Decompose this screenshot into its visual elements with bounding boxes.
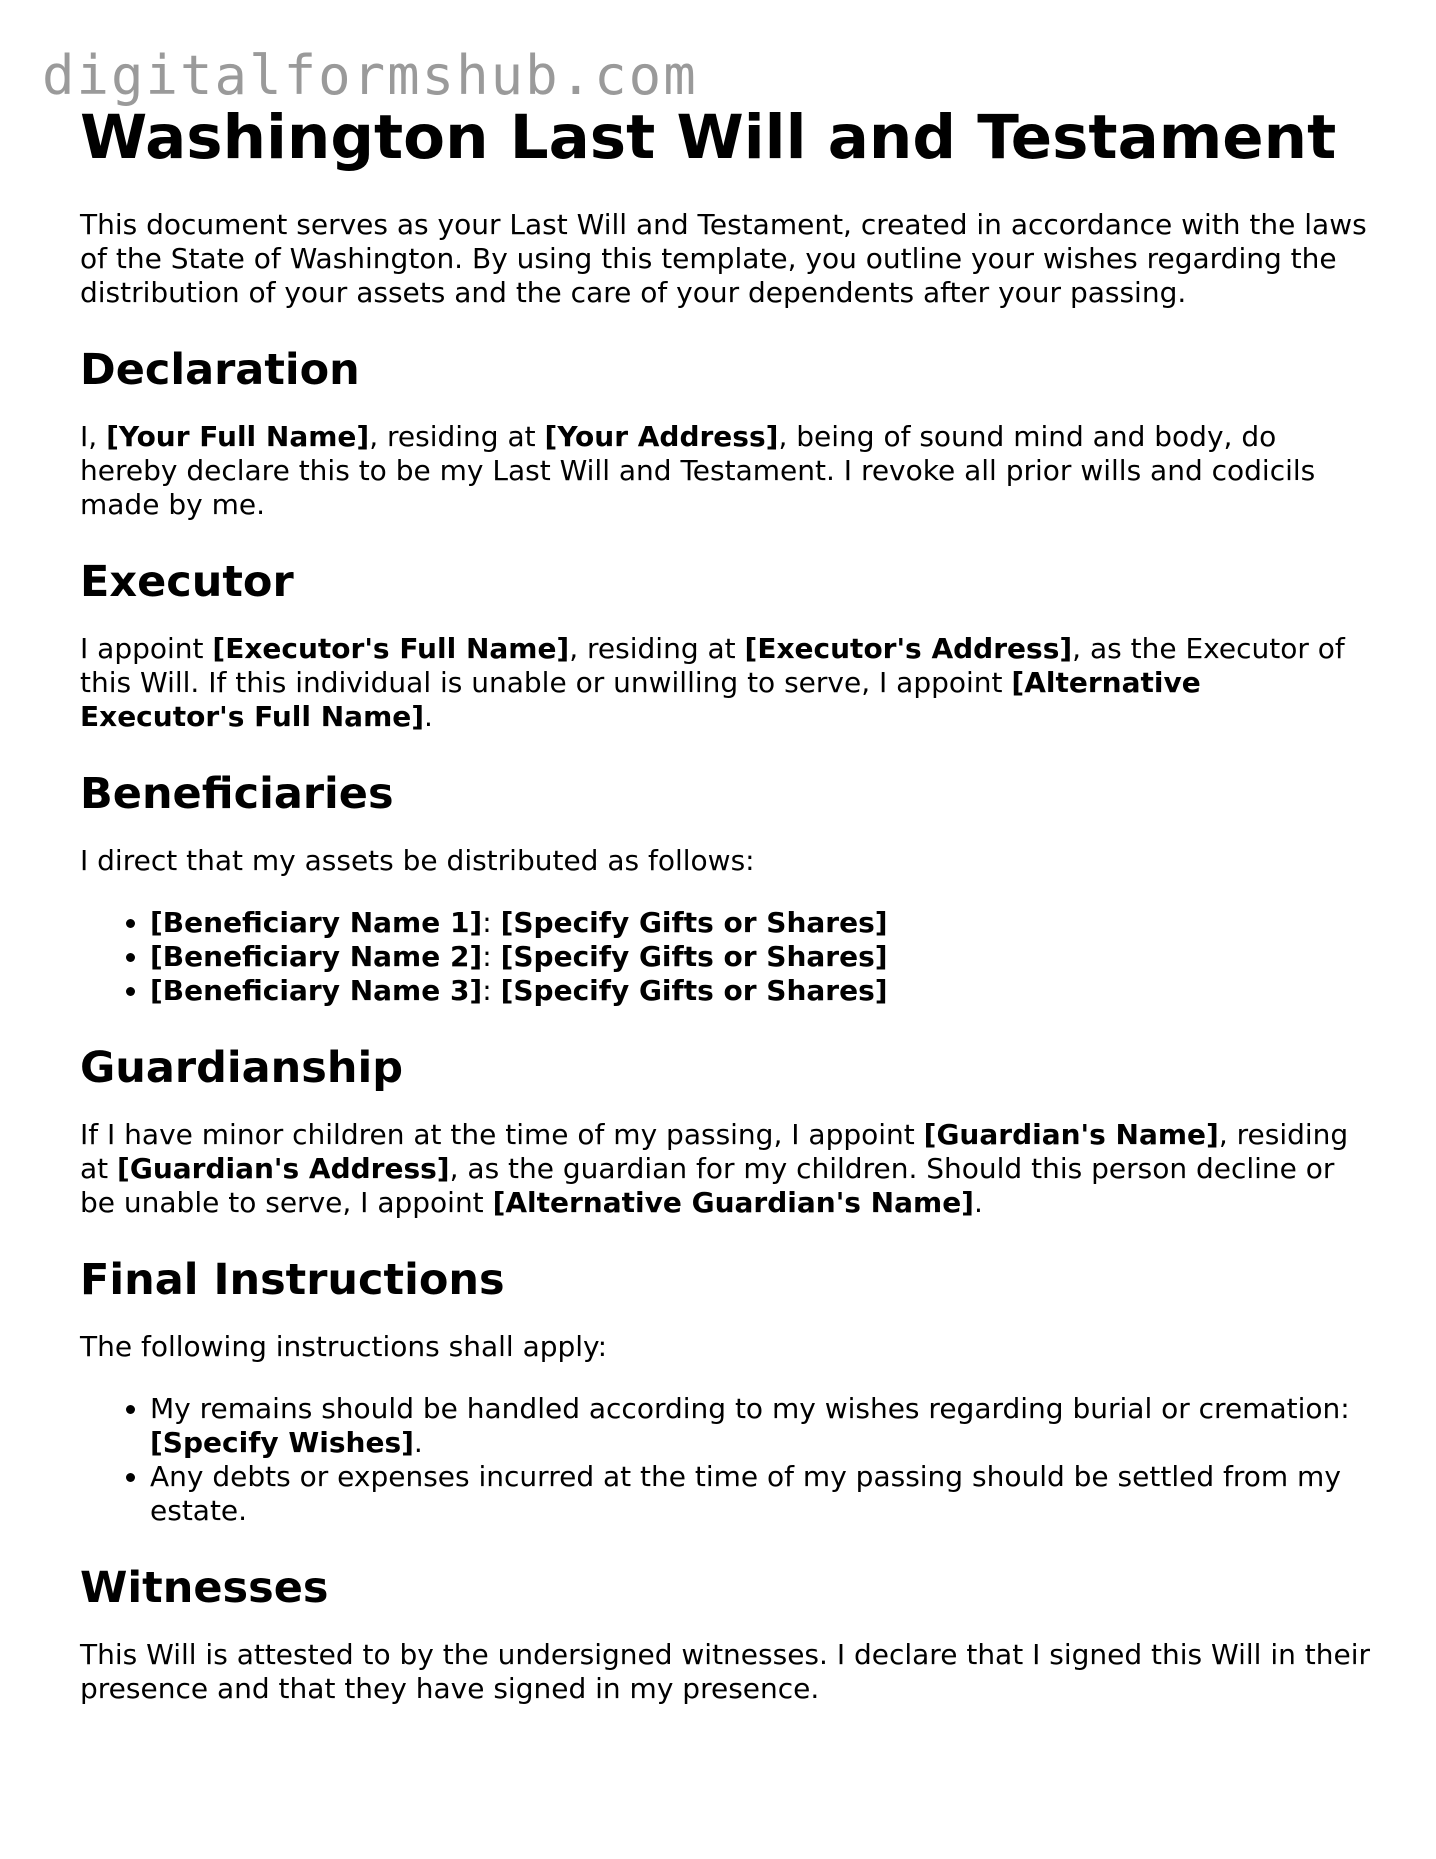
guardianship-text-4: .	[973, 1186, 983, 1219]
testator-address-placeholder: [Your Address]	[544, 420, 779, 453]
list-item	[150, 906, 1370, 940]
guardianship-text-1: If I have minor children at the time of my passing, I appoint	[80, 1118, 924, 1151]
list-item	[150, 1460, 1370, 1528]
beneficiaries-intro: I direct that my assets be distributed as follows:	[80, 844, 755, 877]
witnesses-paragraph: This Will is attested to by the undersigned witnesses. I declare that I signed this Will in their presence and that they have signed in my presence.	[80, 1638, 1371, 1705]
beneficiaries-list	[80, 906, 1370, 1008]
site-watermark: digitalformshub.com	[42, 44, 698, 107]
executor-text-1: I appoint	[80, 632, 213, 665]
beneficiary-name-placeholder: [Beneficiary Name 3]	[150, 974, 483, 1007]
testator-name-placeholder: [Your Full Name]	[106, 420, 370, 453]
executor-text-3: , as the Executor of this Will. If this individual is unable or unwilling to serve, I appoint	[80, 632, 1345, 699]
list-item	[150, 940, 1370, 974]
declaration-paragraph	[80, 420, 1370, 522]
beneficiary-name-placeholder: [Beneficiary Name 1]	[150, 906, 483, 939]
executor-address-placeholder: [Executor's Address]	[744, 632, 1073, 665]
declaration-text-2: , residing at	[369, 420, 545, 453]
beneficiary-gift-placeholder: [Specify Gifts or Shares]	[500, 974, 888, 1007]
intro-paragraph: This document serves as your Last Will and Testament, created in accordance with the laws of the State of Washington. By using this template, you outline your wishes regarding the distribution of your assets and the care of your dependents after your passing.	[80, 208, 1367, 309]
executor-text-2: , residing at	[569, 632, 745, 665]
declaration-heading: Declaration	[80, 345, 360, 395]
final-instructions-intro: The following instructions shall apply:	[80, 1330, 608, 1363]
guardian-address-placeholder: [Guardian's Address]	[117, 1152, 450, 1185]
declaration-text-3: , being of sound mind and body, do hereby declare this to be my Last Will and Testament. I revoke all prior wills and codicils made by me.	[80, 420, 1316, 521]
beneficiary-gift-placeholder: [Specify Gifts or Shares]	[500, 940, 888, 973]
wishes-placeholder: [Specify Wishes]	[150, 1426, 414, 1459]
separator: :	[482, 974, 501, 1007]
list-item	[150, 974, 1370, 1008]
guardianship-text-2: , residing at	[80, 1118, 1349, 1185]
final-instructions-heading: Final Instructions	[80, 1255, 505, 1305]
instruction-end: .	[413, 1426, 423, 1459]
executor-paragraph	[80, 632, 1370, 734]
guardian-name-placeholder: [Guardian's Name]	[923, 1118, 1219, 1151]
list-item	[150, 1392, 1370, 1460]
declaration-text-1: I,	[80, 420, 107, 453]
guardianship-paragraph	[80, 1118, 1370, 1220]
witnesses-heading: Witnesses	[80, 1563, 329, 1613]
instruction-text: Any debts or expenses incurred at the time of my passing should be settled from my estate.	[150, 1460, 1341, 1527]
document-title: Washington Last Will and Testament	[80, 102, 1337, 173]
separator: :	[482, 940, 501, 973]
final-instructions-list	[80, 1392, 1370, 1528]
executor-heading: Executor	[80, 557, 294, 607]
guardianship-text-3: , as the guardian for my children. Should this person decline or be unable to serve, I appoint	[80, 1152, 1335, 1219]
separator: :	[482, 906, 501, 939]
beneficiary-name-placeholder: [Beneficiary Name 2]	[150, 940, 483, 973]
executor-text-4: .	[424, 700, 433, 733]
alternative-executor-placeholder: [Alternative Executor's Full Name]	[80, 666, 1201, 733]
executor-name-placeholder: [Executor's Full Name]	[212, 632, 570, 665]
alternative-guardian-placeholder: [Alternative Guardian's Name]	[492, 1186, 974, 1219]
instruction-text: My remains should be handled according to my wishes regarding burial or cremation:	[150, 1392, 1350, 1425]
document-body	[80, 98, 1370, 1706]
beneficiary-gift-placeholder: [Specify Gifts or Shares]	[500, 906, 888, 939]
guardianship-heading: Guardianship	[80, 1043, 404, 1093]
beneficiaries-heading: Beneficiaries	[80, 769, 394, 819]
